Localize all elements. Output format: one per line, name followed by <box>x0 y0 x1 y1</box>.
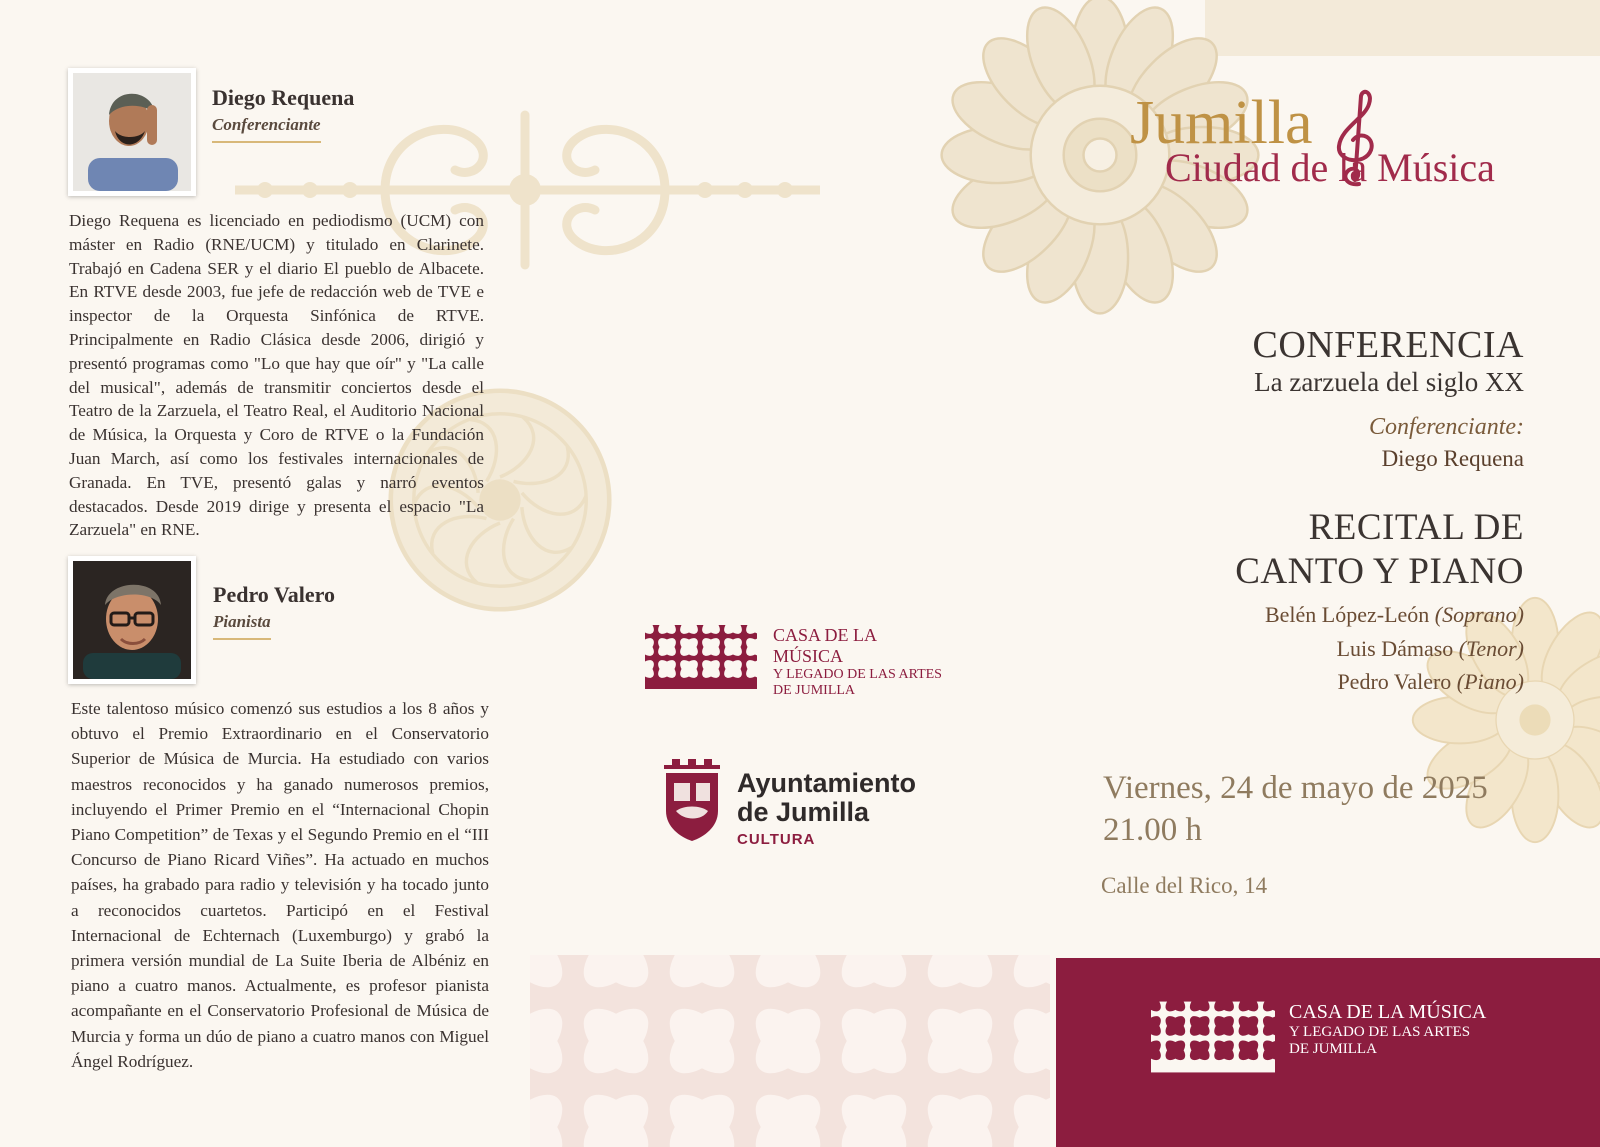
event-time: 21.00 h <box>1103 812 1202 848</box>
casa-logo-line3: DE JUMILLA <box>773 683 856 698</box>
casa-musica-logo <box>645 625 945 698</box>
speaker-bio-diego: Diego Requena es licenciado en pediodismo (UCM) con máster en Radio (RNE/UCM) y titulado en Clarinete. Trabajó en Cadena SER y el diario El pueblo de Albacete. En RTVE desde 2003, fue jefe de redacción web de TVE e inspector de la Orquesta Sinfónica de RTVE. Principalmente en Radio Clásica desde 2006, dirigió y presentó programas como "Lo que hay que oír" y "La calle del musical", además de transmitir conciertos desde el Teatro de la Zarzuela, el Teatro Real, el Auditorio Nacional de Música, la Orquesta y Coro de RTVE o la Fundación Juan March, así como los festivales internacionales de Granada. En TVE, presentó galas y narró eventos destacados. Desde 2019 dirige y presenta el espacio "La Zarzuela" en RNE. <box>69 211 484 540</box>
speaker-photo-pedro <box>68 556 196 684</box>
lattice-logo-icon <box>645 625 757 689</box>
brand-line1: Jumilla <box>1130 89 1313 157</box>
performer-name: Belén López-León <box>1264 602 1430 627</box>
casa-logo-line2: Y LEGADO DE LAS ARTES <box>773 667 942 682</box>
recital-title-line1: RECITAL DE <box>1308 507 1524 548</box>
performer-item <box>1337 669 1524 695</box>
footer-casa-line2: Y LEGADO DE LAS ARTES <box>1289 1024 1471 1040</box>
conference-speaker-label: Conferenciante: <box>1368 414 1524 440</box>
performer-item <box>1265 602 1524 628</box>
shield-crest-icon <box>662 755 722 843</box>
portrait-man-glasses-icon <box>73 561 191 679</box>
casa-musica-footer-logo <box>1151 1001 1511 1073</box>
brand-logo <box>1120 89 1530 202</box>
flower-ornament-right-icon <box>1405 590 1600 850</box>
conference-title: CONFERENCIA <box>1252 324 1524 366</box>
speaker-photo-diego <box>68 68 196 196</box>
speaker-role-pedro: Pianista <box>213 612 271 640</box>
brand-line2: Ciudad de la Música <box>1165 145 1495 190</box>
performer-role: (Soprano) <box>1434 602 1524 627</box>
performer-role: (Tenor) <box>1458 636 1524 661</box>
speaker-name-pedro: Pedro Valero <box>213 582 336 607</box>
footer-casa-line3: DE JUMILLA <box>1289 1041 1377 1057</box>
ayuntamiento-logo <box>662 755 942 848</box>
casa-logo-line1: CASA DE LA MÚSICA <box>773 625 877 666</box>
speaker-bio-pedro: Este talentoso músico comenzó sus estudios a los 8 años y obtuvo el Premio Extraordinario en el Conservatorio Superior de Música de Murcia. Ha estudiado con varios maestros reconocidos y ha ganado numerosos premios, incluyendo el Primer Premio en el “Internacional Chopin Piano Competition” de Texas y el Segundo Premio en el “III Concurso de Piano Ricard Viñes”. Ha actuado en muchos países, ha grabado para radio y televisión y ha tocado junto a reconocidos cuartetos. Participó en el Festival Internacional de Echternach (Luxemburgo) y grabó la primera versión mundial de La Suite Iberia de Albéniz en piano a cuatro manos. Actualmente, es profesor pianista acompañante en el Conservatorio Profesional de Música de Murcia y forma un dúo de piano a cuatro manos con Miguel Ángel Rodríguez. <box>71 699 489 1071</box>
ayuntamiento-line3: CULTURA <box>737 831 816 848</box>
footer-band <box>1056 958 1600 1147</box>
lattice-logo-footer-icon <box>1151 1001 1275 1073</box>
conference-subtitle: La zarzuela del siglo XX <box>1254 367 1524 397</box>
performer-name: Pedro Valero <box>1337 669 1452 694</box>
performer-item <box>1337 636 1524 662</box>
performer-role: (Piano) <box>1456 669 1524 694</box>
event-address: Calle del Rico, 14 <box>1101 873 1268 898</box>
recital-title-line2: CANTO Y PIANO <box>1235 551 1524 592</box>
event-date: Viernes, 24 de mayo de 2025 <box>1103 770 1488 806</box>
performer-name: Luis Dámaso <box>1336 636 1454 661</box>
portrait-man-cap-icon <box>73 73 191 191</box>
conference-speaker: Diego Requena <box>1381 446 1524 471</box>
ayuntamiento-line2: de Jumilla <box>737 797 870 827</box>
speaker-name-diego: Diego Requena <box>212 85 355 110</box>
footer-casa-line1: CASA DE LA MÚSICA <box>1289 1001 1487 1023</box>
ayuntamiento-line1: Ayuntamiento <box>737 768 917 798</box>
lattice-pattern-icon <box>530 955 1050 1147</box>
speaker-role-diego: Conferenciante <box>212 115 321 143</box>
